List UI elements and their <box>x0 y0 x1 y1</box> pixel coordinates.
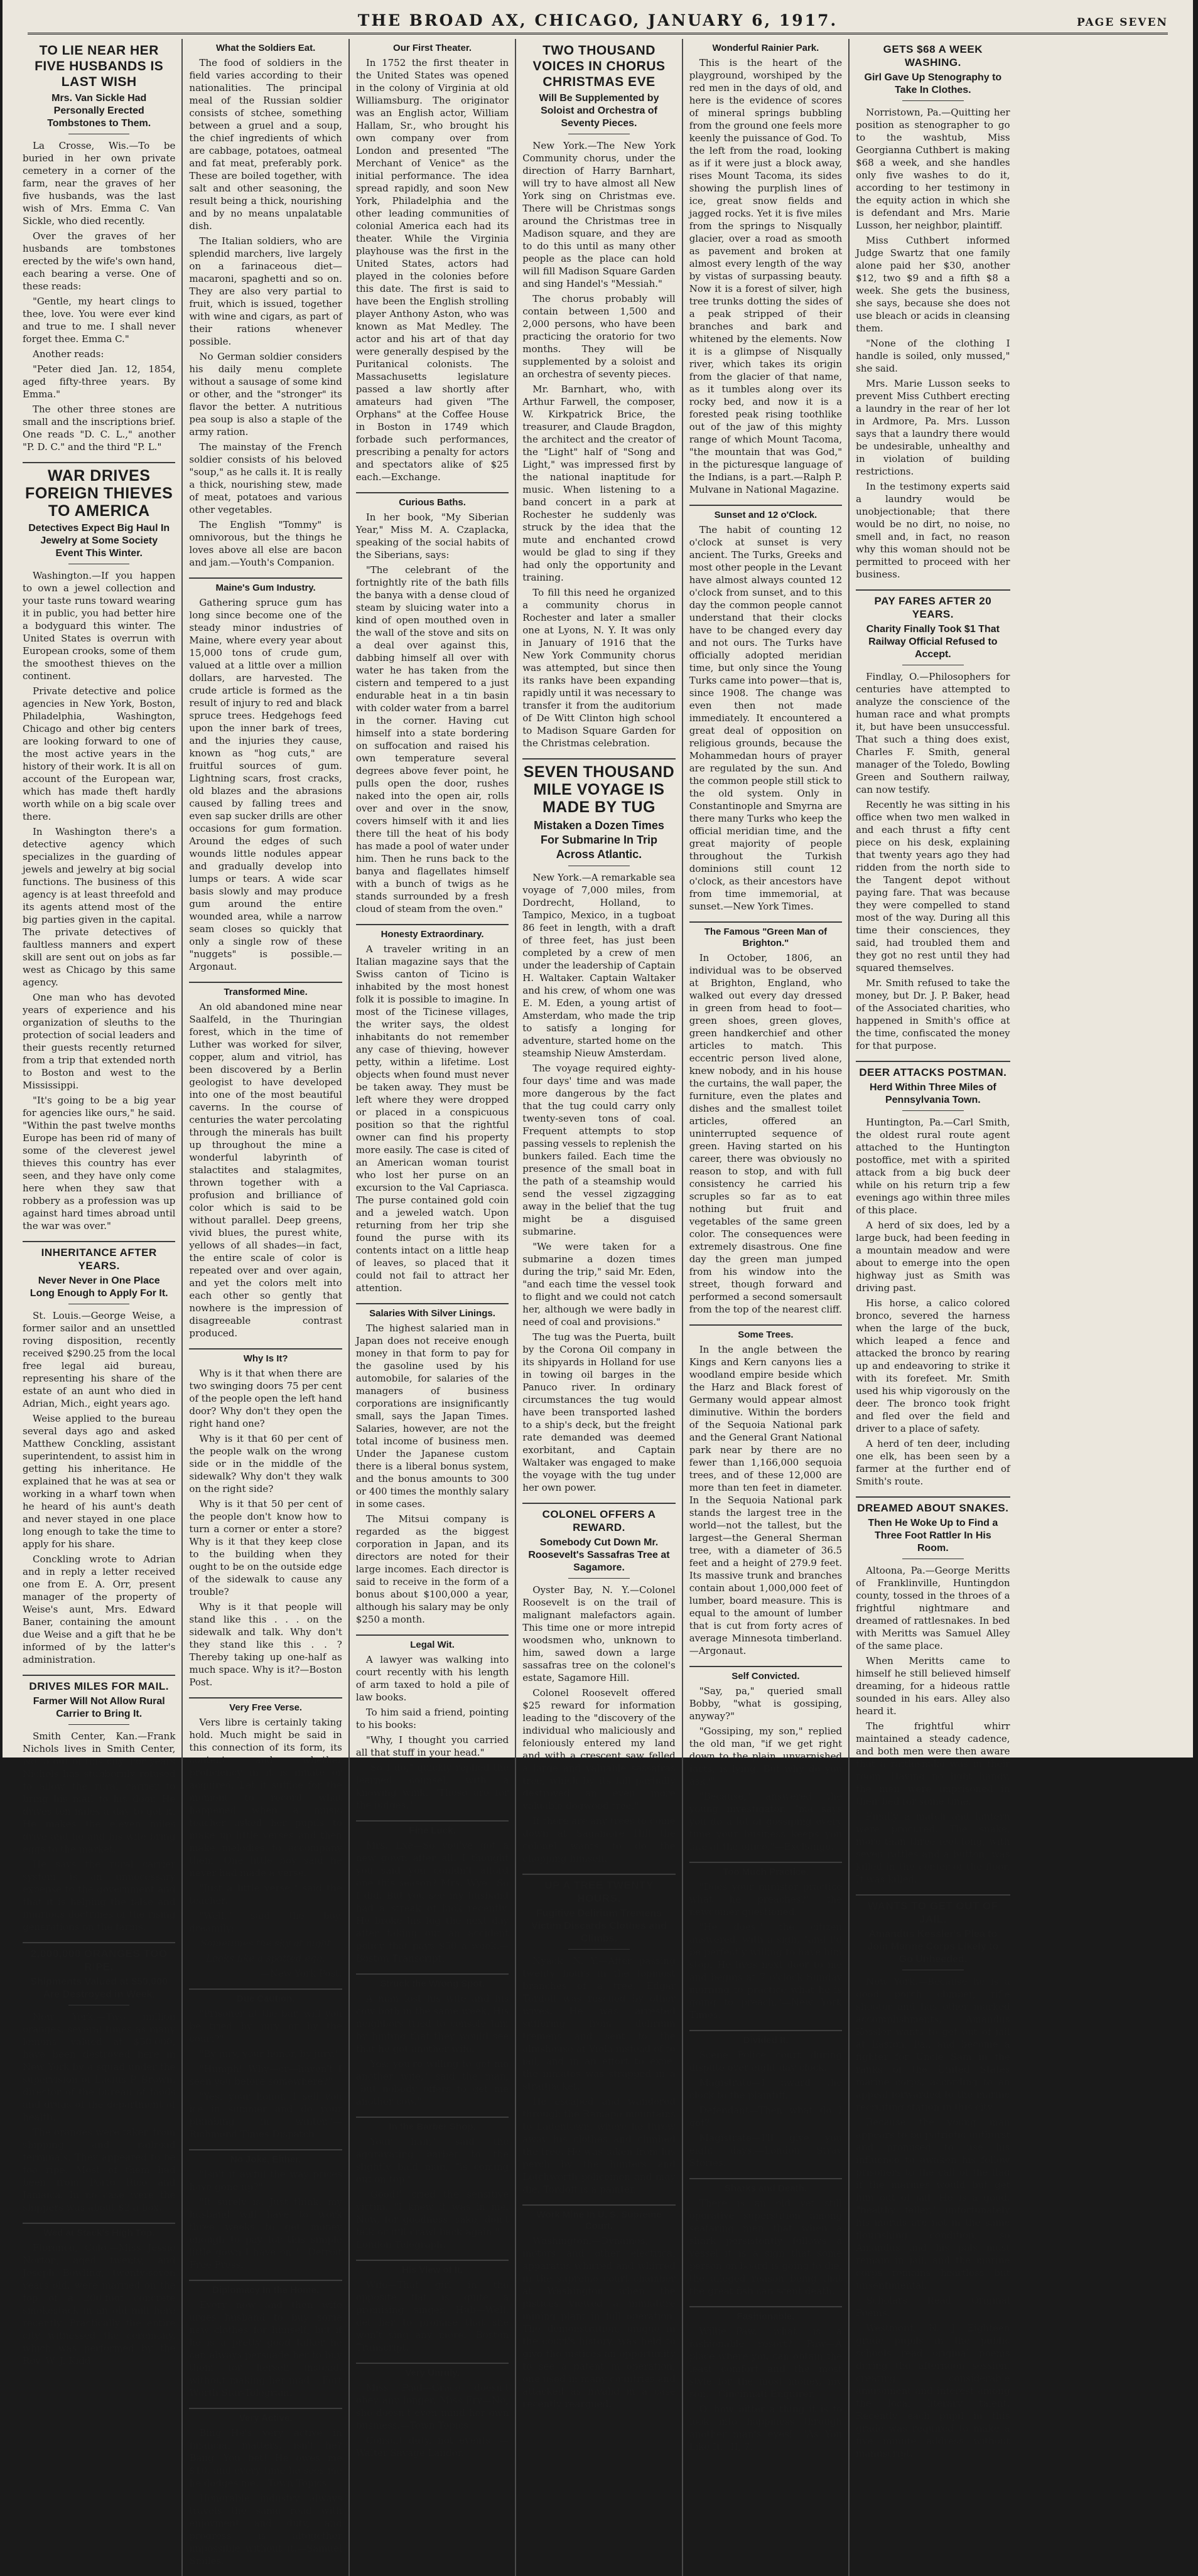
article-paragraph: "It surely is. Just think, my husband will have to work three weeks to get money enough to pay for this simple little gown I have on."—Detroit Free Press. <box>189 2196 342 2270</box>
article-separator <box>856 589 1010 591</box>
article-paragraph: Another reads: <box>33 348 104 360</box>
article-headline: Fashionable. <box>737 2311 795 2322</box>
article <box>356 1820 509 1965</box>
article <box>856 1061 1010 1488</box>
newspaper-page <box>3 0 1193 2567</box>
verse-line: Looks like a spotted egg. <box>206 1953 326 1964</box>
article-paragraph: The Italian soldiers, who are splendid marchers, live largely on a farinaceous diet—macaroni, spaghetti and so on. They are also very partial to fruit, which is issued, together with wine and cigars, as part of their rations whenever possible. <box>189 235 342 347</box>
article-headline: WAR DRIVES FOREIGN THIEVES TO AMERICA <box>25 467 173 520</box>
article-separator <box>856 1061 1010 1062</box>
article <box>189 43 342 569</box>
article-paragraph: Westmont, N. J.—Eighteen grade pupils in the public schools read original poems during the afternoon session, creating considerable amusement and interest among the local literary talent. Recently each pupil in this grade was required to make a five minute address without manuscript. <box>856 2322 1010 2459</box>
article <box>189 1348 342 1688</box>
article-headline: COLONEL OFFERS A REWARD. <box>542 1508 656 1533</box>
article <box>189 1988 342 2140</box>
article-paragraph: "Peter died Jan. 12, 1854, aged fifty-three years. By Emma." <box>23 363 176 400</box>
article-paragraph: Scholars Read Original Poems. <box>856 2295 1010 2319</box>
article-headline: What the Soldiers Eat. <box>215 43 316 53</box>
article-paragraph: Gathering spruce gum has long since become one of the steady minor industries of Maine, where every year about 15,000 tons of crude gum, valued at a little over a million dollars, are harvested. The crude article is formed as the result of injury to red and black spruce trees. Hedgehogs feed upon the inner bark of trees, and the injuries they cause, known as "hog cuts," are fruitful sources of gum. Lightning scars, frost cracks, old blazes and the abrasions caused by falling trees and even sap sucker drills are other occasions for gum formation. Around the edges of such wounds little nodules appear and gradually develop into lumps or tears. A wide scar basis slowly and may produce gum around the entire wounded area, while a narrow seam closes so quickly that only a single row of these "nuggets" is possible.—Argonaut. <box>189 597 342 972</box>
article-paragraph: Willie—Paw, what is a fashionable resort? Paw—A place where you can obtain the least comfort and the most style for the most money, my son.—Cincinnati Enquirer. <box>689 2326 843 2400</box>
article <box>522 2204 675 2410</box>
article-headline: Divided It. <box>743 2035 789 2046</box>
article-paragraph: "So I do," quickly replied the learned counsel, with a knowing wink. "These are for the judges." <box>355 1762 509 1811</box>
article-separator <box>689 505 842 506</box>
column-3 <box>350 39 516 2576</box>
article <box>189 2408 342 2567</box>
article-separator <box>189 2280 342 2281</box>
article-headline: Legal Wit. <box>410 1640 455 1650</box>
article-paragraph: "He does," the citizen answered, with a sigh, "and I'd be perfectly willing to have him stop. He lives next door to me and begins at 7 o'clock Sunday morning to practice what he is going to preach."—New York Times. <box>689 1921 843 2021</box>
article-separator <box>23 1241 175 1242</box>
article-paragraph: Mrs. Marie Lusson seeks to prevent Miss Cuthbert erecting a laundry in the rear of her lot in Ardmore, Pa. Mrs. Lusson says that a laundry there would be undesirable, unhealthy and in violation of building restrictions. <box>856 378 1010 477</box>
article-separator <box>856 1496 1010 1498</box>
article <box>189 2280 342 2399</box>
article-paragraph: St. Louis.—George Weise, a former sailor and an unsettled roving disposition, recently received $290.25 from the local free legal aid bureau, representing his share of the estate of an aunt who died in Adrian, Mich., eight years ago. <box>23 1310 176 1409</box>
article-separator <box>189 577 342 579</box>
article <box>856 43 1010 581</box>
article-paragraph: An old abandoned mine near Saalfeld, in the Thuringian forest, which in the time of Luther was worked for silver, copper, alum and vitriol, has been discovered by a Berlin geologist to have developed into one of the most beautiful caverns. In the course of centuries the water percolating through the minerals has built up throughout the mine a wonderful labyrinth of stalactites and stalagmites, thrown together with a profusion and brilliance of color which is said to be without parallel. Deep greens, vivid blues, the purest white, yellows of all shades—in fact, the entire scale of color is repeated over and over again, and yet the colors melt into each other so gently that nowhere is the impression of disagreeable contrast produced. <box>189 1001 342 1339</box>
article <box>689 2178 842 2297</box>
article-headline: Very Free Verse. <box>229 1702 303 1713</box>
article-paragraph: The oranges were taken from shipping and railroad terminals. They appeared to be too ripe. Most of them had been from Porto Rico and Jamaica. In no case were the shippers was about $2 a box. <box>23 2127 176 2213</box>
article <box>356 1973 509 2108</box>
article-headline: Work Mine In U. S. Supreme Court. <box>536 2209 662 2231</box>
article-paragraph: Mrs. Exe—So you've got a new gown after all. I thought you said you couldn't afford one this season? Mrs. Wye—So I did. But you see my husband had a streak of luck recently. He broke his leg the next day after taking out an accident policy that pays $50 a week.—Boston Transcript. <box>355 1840 509 1964</box>
deck-rule <box>902 1110 964 1111</box>
masthead-title: THE BROAD AX, CHICAGO, JANUARY 6, 1917. <box>357 11 838 30</box>
article <box>856 1894 1010 2460</box>
article-separator <box>522 758 675 759</box>
article-separator <box>23 1942 175 1943</box>
article-separator <box>356 1303 509 1304</box>
article <box>23 1241 175 1666</box>
article-separator <box>189 1988 342 1990</box>
article <box>356 2363 509 2459</box>
article-separator <box>356 1820 509 1822</box>
article-separator <box>189 982 342 983</box>
article-paragraph: To him said a friend, pointing to his books: <box>355 1707 509 1731</box>
article-deck: Amandus Kessler's Plea to Join Marine Corps Likely to Go Unheeded. <box>867 1929 999 1965</box>
column-1 <box>16 39 183 2576</box>
article-headline: In the Barber Shop. <box>389 2122 476 2132</box>
article-paragraph: Why is it that when there are two swinging doors 75 per cent of the people open the left hand door? Why don't they open the right hand one? <box>189 1368 342 1429</box>
article-paragraph: Scene—Police court during dispute over eight day clock. <box>689 2049 843 2073</box>
article-deck: Detectives Expect Big Haul In Jewelry at Some Society Event This Winter. <box>28 523 170 559</box>
article <box>689 1862 842 2021</box>
deck-rule <box>68 1724 129 1725</box>
article <box>856 589 1010 1052</box>
article-headline: PAY FARES AFTER 20 YEARS. <box>874 595 992 620</box>
article-paragraph: Magistrate—I award the clock to the plaintiff. <box>689 2077 843 2101</box>
article-paragraph: Huntington, Pa.—Carl Smith, the oldest rural route agent attached to the Huntington postoffice, met with a spirited attack from a big buck deer while on his return trip a few evenings ago within three miles of this place. <box>856 1117 1010 1216</box>
article-paragraph: Finally a match and lantern were procured. The snake, more than three feet long, with seven rattles and a button, was killed in the center of the floor. It was killed. <box>856 1811 1010 1885</box>
columns <box>16 39 1183 2567</box>
article-headline: Too Much Practice. <box>723 1867 809 1877</box>
article <box>856 1496 1010 1886</box>
article-paragraph: The frightful whirr maintained a steady cadence, and both men were then aware that a rattlesnake was in their room. Having no light handy, the men were imprisoned in their bed for some time. <box>856 1720 1010 1807</box>
article-paragraph: Washington.—If you happen to own a jewel collection and your taste runs toward wearing it in public, you had better hire a bodyguard this winter. The United States is overrun with European crooks, some of them the smoothest thieves on the continent. <box>23 570 176 682</box>
article-headline: DEER ATTACKS POSTMAN. <box>859 1066 1007 1078</box>
article-paragraph: Bing—He's very active in financial matters, isn't he? Bang—You bet! He owes me $10, and every time he sees me he dodges me.—Town Topics. <box>189 2427 342 2489</box>
article-paragraph: Consult duty, not events. — Walter Savage Landor. <box>355 2435 509 2459</box>
article <box>689 921 842 1316</box>
deck-rule <box>902 100 964 101</box>
article-paragraph: "Just a little verse," said the teacher. <box>189 1882 342 1906</box>
article-paragraph: A herd of ten deer, including one elk, has been seen by a farmer at the further end of Smith's route. <box>856 1438 1010 1487</box>
article-paragraph: Vers libre is certainly taking hold. Much might be said in this connection of its form, its content and whether proficiency in it is innate or acquired. Let it suffice for the moment to record what happened when a music teacher asked her pupils to make up little verses and then make melodies to accompany them. One little boy said he never had made a verse. <box>189 1717 342 1879</box>
article-headline: DRIVES MILES FOR MAIL. <box>29 1680 169 1692</box>
verse-line: Sometimes the sky at night <box>200 1938 331 1949</box>
article <box>23 1942 175 2214</box>
article-paragraph: To fill this need he organized a community chorus in Rochester and later a smaller one at Lyons, N. Y. It was only in January of 1916 that the New York Community chorus was attempted, but since then its ranks have been expanding rapidly until it was necessary to transfer it from the auditorium of De Witt Clinton high school to Madison Square Garden for the Christmas celebration. <box>522 587 676 749</box>
article-paragraph: In the testimony experts said a laundry would be unobjectionable; that there would be no dirt, no noise, no smell and, in fact, no reason why this woman should not be permitted to proceed with her business. <box>856 481 1010 580</box>
article-paragraph: In her book, "My Siberian Year," Miss M. A. Czaplacka, speaking of the social habits of the Siberians, says: <box>355 512 509 561</box>
article-paragraph: A herd of six does, led by a large buck, had been feeding in a mountain meadow and were about to emerge into the open highway just as Smith was driving past. <box>856 1220 1010 1294</box>
article-deck: Girl Gave Up Stenography to Take In Clothes. <box>864 72 1002 95</box>
article-separator <box>23 1675 175 1676</box>
article-deck: Will Be Supplemented by Soloist and Orchestra of Seventy Pieces. <box>539 93 659 129</box>
article-paragraph: Colonel Roosevelt offered $25 reward for information leading to the "discovery of the individual who maliciously and feloniously entered my land and with a crescent saw felled a large and valuable sassafras tree, which by its fall partially destroyed an even more valuable dogwood tree." <box>522 1687 676 1811</box>
article-paragraph: "It's going to be a big year for agencies like ours," he said. "Within the past twelve months Europe has been rid of many of some of the cleverest jewel thieves this country has ever seen, and they have only come here when they saw that robbery as a profession was up against hard times abroad until the war was over." <box>23 1095 176 1232</box>
article-paragraph: In 1752 the first theater in the United States was opened in the colony of Virginia at old Williamsburg. The originator was an English actor, William Hallam, Sr., who brought his own company over from London and presented "The Merchant of Venice" as the initial performance. The idea spread rapidly, and soon New York, Philadelphia and the other leading communities of colonial America each had its theater. While the Virginia playhouse was the first in the United States, actors had played in the colonies before this date. The first is said to have been the English strolling player Anthony Aston, who was known as Mat Medley. The actor and his art of that day were generally despised by the Puritanical colonists. The Massachusetts legislature passed a law shortly after amateurs had given "The Orphans" at the Coffee House in Boston in 1749 which forbade such performances, prescribing a penalty for actors and spectators alike of $25 each.—Exchange. <box>355 57 509 483</box>
article-paragraph: Why is it that 60 per cent of the people walk on the wrong side or in the middle of the sidewalk? Why don't they walk on the right side? <box>189 1433 342 1495</box>
article-paragraph: Every now and then wife urges husband to buy some new clothes for himself, but if he is a pretty good talker he can always persuade her to buy them for herself instead, without making her mad.—Fort Worth Star-Telegram. <box>189 2299 342 2398</box>
article-paragraph: "Prisoner at the bar, will you be tried by jury or by the court?" <box>189 2008 342 2044</box>
article-headline: Maine's Gum Industry. <box>215 582 316 593</box>
article-paragraph: Defendant—Then what do I get? <box>689 2105 843 2128</box>
article-deck: Then He Woke Up to Find a Three Foot Rattler In His Room. <box>868 1518 998 1554</box>
article <box>356 1634 509 1811</box>
article-separator <box>356 1973 509 1975</box>
deck-rule <box>568 1949 629 1950</box>
article-paragraph: "The celebrant of the fortnightly rite of the bath fills the banya with a dense cloud of steam by sluicing water into a kind of open mouthed oven in the wall of the stove and sits on a deal over against this, dabbing himself all over with water he has taken from the cistern and tempered to a just endurable heat in a tin basin with colder water from a barrel in the corner. Having cut himself into a state bordering on suffocation and raised his own temperature several degrees above fever point, he pulls open the door, rushes naked into the open air, rolls over and over in the snow, covers himself with it and lies there till the heat of his body has made a pool of water under him. Then he runs back to the banya and flagellates himself with a bunch of twigs as he stands surrounded by a fresh cloud of steam from the oven." <box>355 564 509 915</box>
article-headline: 2,000,000 ORANGES TOO RIPE. <box>30 1948 168 1973</box>
article-paragraph: Magistrate—I'll give you eight days.—London Stray Stories. <box>689 2132 843 2169</box>
article-paragraph: "Say, pa," queried small Bobby, "what is gossiping, anyway?" <box>689 1685 843 1722</box>
article <box>689 1666 842 1853</box>
article <box>689 2030 842 2169</box>
article-headline: WANTS TO GET OUT OF JAIL. <box>868 1900 998 1925</box>
article-headline: His View of It. <box>401 2265 463 2275</box>
article-separator <box>689 1666 842 1667</box>
article-paragraph: Smith Center, Kan.—Frank Nichols lives in Smith Center, No. 5 out of this city. For years Nichols has stubbornly refused to allow the rural carrier to bring his mail to his door. He drives ten miles a day to get it. He makes the eleven miles drive and he and his wife bring eggs to the market. <box>23 1731 176 1855</box>
article-separator <box>689 2178 842 2179</box>
article-credit: —New York Post. <box>260 1968 342 1979</box>
article-paragraph: The voyage required eighty-four days' time and was made more dangerous by the fact that the tug could carry only twenty-seven tons of coal. Frequent attempts to stop passing vessels to replenish the bunkers failed. Each time the presence of the small boat in the path of a steamship would send the vessel zigzagging away in the belief that the tug might be a disguised submarine. <box>522 1063 676 1237</box>
article-paragraph: In Washington there's a detective agency which specializes in the guarding of jewels and jewelry at big social functions. The business of this agency is at least threefold and its agents attend most of the big parties given in the capital. The private detectives of faultless manners and expert skill are sent out on jobs as far west as Chicago by this same agency. <box>23 826 176 988</box>
article-separator <box>189 2408 342 2409</box>
article-paragraph: No German soldier considers his daily menu complete without a sausage of some kind or other, and the "stronger" its flavor the better. A nutritious pea soup is also a staple of the army ration. <box>189 351 342 437</box>
article-paragraph: The habit of counting 12 o'clock at sunset is very ancient. The Turks, Greeks and most other people in the Levant have almost always counted 12 o'clock from sunset, and to this day the common people cannot understand that their clocks have to be changed every day and not ours. The Turks have officially adopted meridian time, but only since the Young Turks came into power—that is, since 1908. The change was even then not made immediately. It encountered a great deal of opposition on religious grounds, because the Mohammedan hours of prayer are regulated by the sun. And the common people still stick to the old system. Only in Constantinople and Smyrna are there many Turks who keep the official meridian time, and the great majority of people throughout the Turkish dominions still count 12 o'clock, as their ancestors have from time immemorial, at sunset.—New York Times. <box>689 524 843 912</box>
article-paragraph: Conckling wrote to Adrian and in reply a letter received one from E. A. Orr, present manager of the property of Weise's aunt, Mrs. Edward Baner, containing the amount due Weise and a gift that he be informed of by the latter's administration. <box>23 1554 176 1665</box>
article-separator <box>356 1634 509 1636</box>
article-headline: Struck the Wrong Spot. <box>380 1978 485 1989</box>
article <box>356 2117 509 2251</box>
article-separator <box>356 492 509 493</box>
article-separator <box>689 2306 842 2307</box>
masthead <box>28 4 1168 35</box>
article-paragraph: A lawyer was walking into court recently with his length of arm taxed to hold a pile of law books. <box>355 1654 509 1703</box>
article-separator <box>689 1862 842 1863</box>
article-headline: GETS $68 A WEEK WASHING. <box>883 43 983 68</box>
article-paragraph: The other three stones are small and the inscriptions brief. One reads "D. C. L.," another "P. D. C." and the third "P. L." <box>23 404 176 453</box>
article <box>23 462 175 1232</box>
article-paragraph: "Yes, your honor. I sell you ice in summer and do your plumbing in winter."—Richmond Times-Dispatch. <box>189 2091 342 2140</box>
article-paragraph: The highest salaried man in Japan does not receive enough money in that form to pay for the gasoline used by his automobile, for salaries of the managers of business corporations are insignificantly small, says the Japan Times. Salaries, however, are not the total income of business men. Under the Japanese custom there is a liberal bonus system, and the bonus amounts to 300 or 400 times the monthly salary in some cases. <box>355 1323 509 1510</box>
article-paragraph: Florence, Colo.—Miss Jessie Norton, aged twenty, and Joseph Bowling, twenty-seven years old, were married on the top of a 200-foot concrete smokestack in an old mill here recently. Practically the entire city witnessed the ceremony, which was performed by the Rev. W. J. Kidd. <box>23 2242 176 2366</box>
column-2 <box>183 39 349 2576</box>
article <box>23 1675 175 1933</box>
article-separator <box>189 2149 342 2150</box>
article-deck: Somebody Cut Down Mr. Roosevelt's Sassafras Tree at Sagamore. <box>528 1537 670 1573</box>
article-paragraph: Wife—That girl in the opposite flat is quite a promising singer. Hub—Well, get her to promise that she won't sing any more.—Boston Transcript. <box>355 2279 509 2353</box>
article-headline: Honesty Extraordinary. <box>380 929 484 940</box>
article-headline: TO LIE NEAR HER FIVE HUSBANDS IS LAST WISH <box>35 43 164 89</box>
article-paragraph: "Well," said the boy, dreamily: <box>189 1910 342 1934</box>
article-paragraph: The Mitsui company is regarded as the biggest corporation in Japan, and its directors are noted for their large incomes. Each director is said to receive in the form of a bonus about $100,000 a year, although his salary may be only $250 a month. <box>355 1513 509 1625</box>
article-paragraph: The English "Tommy" is omnivorous, but the things he loves above all else are bacon and jam.—Youth's Companion. <box>189 519 342 568</box>
article-headline: SEVEN THOUSAND MILE VOYAGE IS MADE BY TUG <box>523 763 675 816</box>
article-deck: Mistaken a Dozen Times For Submarine In Trip Across Atlantic. <box>534 819 664 861</box>
article-paragraph: "We were taken for a submarine a dozen times during the trip," said Mr. Eden, "and each time the vessel took to flight and we could not catch her, although we were badly in need of coal and provisions." <box>522 1241 676 1328</box>
article-paragraph: Why is it that 50 per cent of the people don't know how to turn a corner or enter a store? Why is it that they keep close to the building when they ought to be on the outside edge of the sidewalk to cause any trouble? <box>189 1498 342 1597</box>
article <box>356 2260 509 2354</box>
article-separator <box>23 2223 175 2224</box>
article <box>689 505 842 913</box>
article-paragraph: Weise applied to the bureau several days ago and asked Matthew Conckling, assistant superintendent, to assist him in getting his inheritance. He explained that he was at sea or working in a wharf town when he heard of his aunt's death and never stayed in one place long enough to take the time to apply for his share. <box>23 1413 176 1550</box>
article <box>189 1697 342 1980</box>
article-deck: Farmer Will Not Allow Rural Carrier to Bring It. <box>33 1696 165 1719</box>
article-paragraph: In the angle between the Kings and Kern canyons lies a woodland empire beside which the Harz and Black forest of Germany would appear almost diminutive. Within the borders of the Sequoia National park and the General Grant National park near by there are no fewer than 1,166,000 sequoia trees, and of these 12,000 are more than ten feet in diameter. In the Sequoia National park stands the largest tree in the world—not the tallest, but the largest—the General Sherman tree, with a diameter of 36.5 feet and a height of 279.9 feet. Its massive trunk and branches contain about 1,000,000 feet of lumber, board measure. This is equal to the amount of lumber that is cut from forty acres of average Minnesota timberland.—Argonaut. <box>689 1344 843 1656</box>
article-paragraph: Washington.—Dynamos, motors and other electrical apparatus whirred and whirred in the supreme court chamber at Washington when the justices viewed a miniature mining plant in full operation. The demonstration, unique in the court's history, was held to give the justices an opportunity to see a patent in operation, one used in many countries and attacked as invalid in a case recently reargued. <box>522 2235 676 2410</box>
article <box>689 1324 842 1657</box>
article-headline: Wed at Stack's High Top. <box>43 2228 155 2238</box>
article <box>356 492 509 915</box>
article-paragraph: The tug was the Puerta, built by the Corona Oil company in its shipyards in Holland for use in towing oil barges in the Panuco river. In ordinary circumstances the tug would have been transported lashed to a ship's deck, but the freight rate demanded was deemed exorbitant, and Captain Waltaker was engaged to make the voyage with the tug under her own power. <box>522 1331 676 1493</box>
article-headline: Our First Theater. <box>393 43 472 53</box>
article-paragraph: One man who has devoted years of experience and his organization of sleuths to the protection of social leaders and their guests recently returned from a trip that extended north to Boston and west to the Mississippi. <box>23 992 176 1091</box>
article-paragraph: Because the young man appears to be patriotic outburst and promised to use his influence to awaken his fellow prisoners to the call of the flag if the marines would but get him out of jail. He is a good, "healthy feller," unfortunately his morals are not in the same flourishing condition, so Amandus and his pals must remain in jail, and the marine corps remains heartless but unsentimental. <box>856 2117 1010 2291</box>
article <box>689 2306 842 2453</box>
article-paragraph: "Good!" cried the sensitive victim. "I knew it was in me. Now, for goodness' sake, don't talk or it'll crawl back again."—London Telegraph. <box>355 2189 509 2250</box>
article <box>356 1303 509 1626</box>
article-separator <box>356 2363 509 2364</box>
article-separator <box>522 1874 675 1875</box>
article-paragraph: "None of the clothing I handle is soiled, only mussed," she said. <box>856 338 1010 374</box>
article-paragraph: New York.—Two million oranges, several times as many lemons, valued at $50,000, have been destroyed here in New York by a squad under the supervision of Lucius P. Brown, director of the bureau of foods and drugs of the department of health. <box>23 2011 176 2123</box>
column-6 <box>850 39 1016 2576</box>
article-paragraph: A traveler writing in an Italian magazine says that the Swiss canton of Ticino is inhabited by the most honest folk it is possible to imagine. In most of the Ticinese villages, the writer says, the oldest inhabitants do not remember any case of thieving, however petty, within a lifetime. Lost objects when found must never be taken away. They must be left where they were dropped or placed in a conspicuous position so that the rightful owner can find his property more easily. The case is cited of an American woman tourist who lost her purse on an excursion to the Val Capriasca. The purse contained gold coin and a jeweled watch. Upon returning from her trip she found the purse with its contents intact on a little heap of leaves, so placed that it could not fail to attract her attention. <box>355 943 509 1294</box>
article-deck: Charity Finally Took $1 That Railway Official Refused to Accept. <box>866 624 1000 660</box>
article-deck: Mrs. Van Sickle Had Personally Erected Tombstones to Them. <box>47 93 151 129</box>
article-separator <box>689 2030 842 2031</box>
article-deck: Shipments Valued at $50,000 Are Destroyed in Week. <box>30 1977 168 2000</box>
article <box>23 2223 175 2367</box>
article-headline: Sharks and Death. <box>724 2183 807 2194</box>
article-paragraph: Norristown, Pa.—Quitting her position as stenographer to go to the washtub, Miss Georgianna Cuthbert is making $68 a week, and she handles only five washes to do it, according to her testimony in the equity action in which she is defendant and Mrs. Marie Lusson, her neighbor, plaintiff. <box>856 107 1010 231</box>
article-separator <box>356 2260 509 2261</box>
article-headline: Some Trees. <box>738 1329 794 1340</box>
article-headline: No Joke, Either. <box>230 2154 301 2165</box>
article-paragraph: Miss Cuthbert informed Judge Swartz that one family alone paid her $30, another $12, two $9 and a fifth $8 a week. She gets the business, she says, because she does not use bleach or acids in cleansing them. <box>856 235 1010 334</box>
article-paragraph: Private detective and police agencies in New York, Boston, Philadelphia, Washington, Chicago and other big centers are looking forward to one of the most active years in the history of their work. It is all on account of the European war, which has made theft hardly worth while on a big scale over there. <box>23 685 176 822</box>
article-separator <box>356 2117 509 2118</box>
article-paragraph: New York.—A remarkable sea voyage of 7,000 miles, from Dordrecht, Holland, to Tampico, Mexico, in a tugboat 86 feet in length, with a draft of three feet, has just been completed by a crew of men under the leadership of Captain H. Waltaker. Captain Waltaker and his crew, of whom one was E. M. Eden, a young artist of Amsterdam, who made the trip to satisfy a longing for adventure, started home on the steamship Nieuw Amsterdam. <box>522 872 676 1059</box>
article-paragraph: Why is it that people will stand like this . . . on the sidewalk and talk. Why don't they stand like this . . ? Thereby taking up one-half as much space. Why is it?—Boston Post. <box>189 1601 342 1688</box>
article-headline: Why Is It? <box>243 1353 288 1364</box>
article-paragraph: "Gentle, my heart clings to thee, love. You were ever kind and true to me. I shall never forget thee. Emma C." <box>23 296 176 345</box>
article-paragraph: "Humph! Why—er—haven't I seen you before somewhere?" <box>189 2063 342 2087</box>
article-headline: Curious Baths. <box>399 497 466 508</box>
article-headline: INHERITANCE AFTER YEARS. <box>41 1247 157 1272</box>
article-paragraph: The food of soldiers in the field varies according to their nationalities. The principal meal of the Russian soldier consists of stchee, something between a gruel and a soup, the chief ingredients of which are cabbage, potatoes, oatmeal and fat meat, preferably pork. These are boiled together, with salt and other seasoning, the result being a thick, nourishing and by no means unpalatable dish. <box>189 57 342 232</box>
column-4 <box>516 39 683 2576</box>
article-paragraph: There is an old yet still operative superstition among seafaring men that when a shark persistently follows a vessel it is a sign that some person on board is going to die, the alleged reason being that the great fish can scent death. <box>689 2198 843 2297</box>
article <box>23 43 175 453</box>
article-separator <box>522 1503 675 1504</box>
article-paragraph: Honorable industry always travels the same road with enjoyment and duty, and progress is altogether impossible without it.—Samuel Smiles. <box>189 2493 342 2567</box>
article-headline: Fine Luck. <box>409 1825 456 1836</box>
article-paragraph: Nyack, N. Y.—After passing twenty hours in the topmost branches of a tree, Edgar Tordoff was rescued by other wives. He was arrested suffering from delirium tremens and sent to the almshouse at Viola instead of to jail, and in an effort to expel the inmates was strapped in a straitjacket. <box>522 1955 676 2092</box>
article-separator <box>689 921 842 923</box>
article-paragraph: "Isn't it awful the way prices have gone up?" <box>189 2169 342 2192</box>
article-paragraph: Over the graves of her husbands are tombstones erected by the wife's own hand, each bearing a verse. One of these reads: <box>23 230 176 292</box>
article-headline: UP A TREE TWENTY HOURS. <box>544 1879 654 1904</box>
article <box>356 43 509 483</box>
article-paragraph: "Does your minister practice what he preaches?" the newcomer questioned. <box>689 1881 843 1918</box>
article-paragraph: "Gossiping, my son," replied the old man, "if we get right down to the plain, unvarnished facts, is lying. But why do you ask?" <box>689 1725 843 1787</box>
article-paragraph: His horse, a calico colored bronco, severed the harness when the large of the buck, which leaped a fence and attacked the bronco by rearing up and endeavoring to strike it with its forefeet. Mr. Smith used his whip vigorously on the deer. The bronco took fright and fled over the field and driver to a place of safety. <box>856 1297 1010 1434</box>
article-paragraph: Recently he was sitting in his office when two men walked in and each thrust a fifty cent piece on his desk, explaining that twenty years ago they had ridden from the north side to the Tangent depot without paying fare. That was because they were compelled to stand most of the way. During all this time their consciences, they said, had troubled them and they got no rest until they had squared themselves. <box>856 799 1010 974</box>
article-paragraph: He says the rural carrier system is an unnecessary expense to the government and that it is helping the false and injurious doctrines of the rising generations on the farms. <box>23 1859 176 1933</box>
article-separator <box>689 1324 842 1326</box>
article-paragraph: Mr. Barnhart, who, with Arthur Farwell, the composer, W. Kirkpatrick Brice, the treasurer, and Claude Bragdon, the architect and the creator of the "Light" half of "Song and Light," was impressed first by the national inaptitude for music. When listening to a band concert in a park at Rochester he suddenly was struck by the idea that the mute and enchanted crowd would be glad to sing if they had only the opportunity and training. <box>522 384 676 583</box>
article-headline: DREAMED ABOUT SNAKES. <box>857 1502 1009 1514</box>
article-deck: Fugitive Delirium Tremens Victim Discards Clothes and Climbs. <box>531 1908 667 1944</box>
article-paragraph: This is the heart of the playground, worshiped by the red men in the days of old, and here is the evidence of scores of mineral springs bubbling from the ground one feels more keenly the puissance of God. To the left from the road, looking as if it were just a block away, rises Mount Tacoma, its sides showing the purplish lines of ice, great snow fields and jagged rocks. Yet it is five miles from the springs to Nisqually glacier, over a road as smooth as pavement and broken at almost every length of the way by vistas of surpassing beauty. Now it is a forest of silver, high tree trunks dotting the sides of a peak stripped of their branches and bark and whitened by the elements. Now it is a glimpse of Nisqually river, which takes its origin from the glacier of that name, as it tumbles along over its rocky bed, and now it is a forested peak rising toothlike out of the jaw of this mighty range of which Mount Tacoma, "the mountain that was God," in the picturesque language of the Indians, is a part.—Ralph P. Mulvane in National Magazine. <box>689 57 843 495</box>
article-paragraph: La Crosse, Wis.—To be buried in her own private cemetery in a corner of the farm, near the graves of her five husbands, was the last wish of Mrs. Emma C. Van Sickle, who died recently. <box>23 140 176 227</box>
article-paragraph: Oyster Bay, N. Y.—Colonel Roosevelt is on the trail of malignant malefactors again. This time one or more intrepid woodsmen who, unknown to him, sawed down a large sassafras tree on the colonel's estate, Sagamore Hill. <box>522 1584 676 1683</box>
article-paragraph: The chorus probably will contain between 1,500 and 2,000 persons, who have been practicing the oratorio for two months. They will be supplemented by a soloist and an orchestra of seventy pieces. <box>522 293 676 380</box>
article <box>689 43 842 496</box>
article-headline: Salaries With Silver Linings. <box>369 1308 495 1319</box>
article-separator <box>189 1697 342 1699</box>
article <box>522 1503 675 1865</box>
deck-rule <box>568 1578 629 1579</box>
article-paragraph: The mainstay of the French soldier consists of his beloved "soup," as he calls it. It is really a thick, nourishing stew, made of meat, potatoes and various other vegetables. <box>189 441 342 515</box>
article-paragraph: When Meritts came to himself he still believed himself dreaming, for a hideous rattle sounded in his ears. Alley also heard it. <box>856 1655 1010 1717</box>
column-5 <box>683 39 850 2576</box>
article-paragraph: "By jury, your honor, by jury." <box>199 2048 340 2059</box>
article <box>522 43 675 749</box>
article-paragraph: O, how bitter a thing it is to look into happiness through another man's eyes!—"As You Like It," II, 7. <box>689 2403 843 2452</box>
article-separator <box>522 2204 675 2206</box>
article-headline: Transformed Mine. <box>224 987 308 997</box>
article-paragraph: New York.—Because he is a good porch climber, rifle shooter and has other marked accomplishments, Amandus Kessler wants to get out of jail at Easton, Pa., and become a fighter for Uncle Sam in the ranks of the United States marine corps, according to an appeal forwarded to the marine recruiting station in this city. <box>856 1976 1010 2113</box>
article-separator <box>23 462 175 463</box>
article-headline: Due Caution. <box>236 1994 295 2004</box>
article-paragraph: Findlay, O.—Philosophers for centuries have attempted to analyze the conscience of the human race and what prompts it, but have been unsuccessful. That such a thing does exist, Charles F. Smith, general manager of the Toledo, Bowling Green and Southern railway, can now testify. <box>856 671 1010 795</box>
article-separator <box>189 1348 342 1350</box>
article-paragraph: Altoona, Pa.—George Meritts of Franklinville, Huntingdon county, tossed in the throes of a frightful nightmare and dreamed of rattlesnakes. In bed with Meritts was Samuel Alley of the same place. <box>856 1565 1010 1651</box>
page-label: PAGE SEVEN <box>1076 16 1168 29</box>
article-deck: Herd Within Three Miles of Pennsylvania Town. <box>870 1082 996 1105</box>
article-headline: Self Convicted. <box>731 1671 800 1682</box>
article-headline: The Famous "Green Man of Brighton." <box>704 926 828 948</box>
article-headline: Very Active. <box>239 2413 293 2423</box>
article-headline: TWO THOUSAND VOICES IN CHORUS CHRISTMAS EVE <box>532 43 666 89</box>
article-headline: Very Unruly. <box>405 2368 460 2378</box>
article-paragraph: A man lost his wife and his cow both in the same week. His neighbors tried to console him by hinting that they would see that he got another wife. <box>355 1993 509 2054</box>
article-paragraph: New York.—The New York Community chorus, under the direction of Harry Barnhart, will try to have almost all New York sing on Christmas eve. There will be Christmas songs around the Christmas tree in Madison square, and they are to do this until as many other people as the place can hold will fill Madison Square Garden and sing Handel's "Messiah." <box>522 140 676 289</box>
article <box>189 2149 342 2271</box>
article-paragraph: "Your hair," said the aggravating barber to the slightly bald man, "is coming out on top." <box>355 2136 509 2185</box>
article-paragraph: He escaped and wandered through the Ramapo mountains to Ladentown, where he threw away his clothes and climbed the tree. He was taken from his perch by the hunters and Letchworth policemen and may die. Tordoff is a painter. <box>522 2096 676 2195</box>
article-separator <box>356 924 509 925</box>
article <box>522 1874 675 2196</box>
article <box>189 982 342 1339</box>
article-paragraph: Miss Paul—Grace doesn't obey any longer. Miss Fry—No; she doesn't even mind her own business.—Town Topics. <box>355 2382 509 2431</box>
article-separator <box>856 1894 1010 1896</box>
article <box>356 924 509 1294</box>
article-headline: Sunset and 12 o'Clock. <box>714 510 818 520</box>
article-headline: Wonderful Rainier Park. <box>712 43 819 53</box>
article-paragraph: In October, 1806, an individual was to be observed at Brighton, England, who walked out every day dressed in green from head to foot—green shoes, green gloves, green handkerchief and other articles to match. This eccentric person lived alone, knew nobody, and in his house the curtains, the wall paper, the furniture, even the plates and dishes and the smallest toilet articles, offered an uninterrupted sequence of green. Having started on his career, there was obviously no reason to stop, and with full consistency he carried his scruples so far as to eat nothing but fruit and vegetables of the same green color. The consequences were extremely disastrous. One fine day the green man jumped from his window into the street, though forward and performed a second somersault from the top of the nearest cliff. <box>689 952 843 1315</box>
article-paragraph: "Why, I thought you carried all that stuff in your head." <box>355 1734 509 1758</box>
article-paragraph: Mr. Smith refused to take the money, but Dr. J. P. Baker, head of the Associated charities, who happened in Smith's office at the time, confiscated the money for that purpose. <box>856 977 1010 1051</box>
article-deck: Never Never in One Place Long Enough to Apply For It. <box>30 1275 168 1299</box>
article <box>522 758 675 1494</box>
article-headline: Diplomacy In the Home. <box>212 2285 320 2295</box>
article-paragraph: "Yes; you're willing to get me another wife," said the man, "but nobody offers to get me another cow." <box>355 2058 509 2107</box>
article-paragraph: If there are any trees to come down at Sagamore Hill the colonel wants to do the chopping himself. <box>522 1815 676 1864</box>
article <box>189 577 342 973</box>
article-paragraph: "Because," answered the young investigator, "ma says you do a lot of gossiping every time your business keeps you late at the office."—Exchange. <box>689 1791 843 1852</box>
